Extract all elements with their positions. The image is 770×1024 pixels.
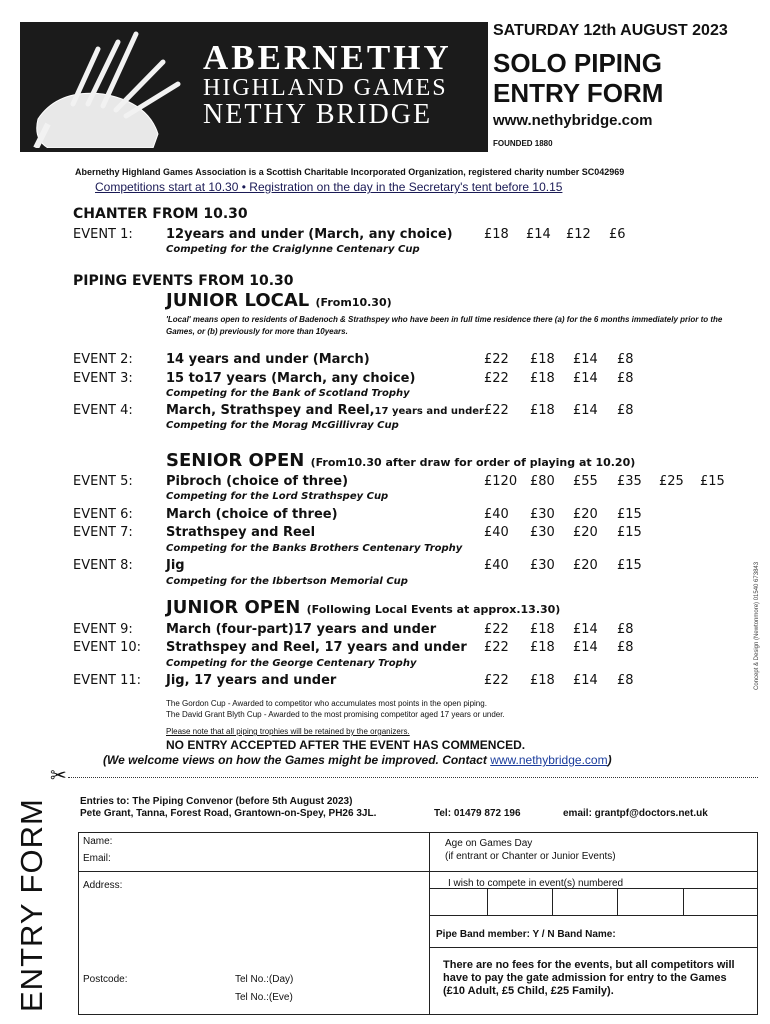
no-entry-notice: NO ENTRY ACCEPTED AFTER THE EVENT HAS COMMENCED. [166,738,526,752]
price: £22 [484,371,509,386]
email-field[interactable]: Email: [83,853,111,864]
price: £22 [484,640,509,655]
price: £20 [573,507,598,522]
price: £14 [573,403,598,418]
website-link[interactable]: www.nethybridge.com [493,112,653,129]
entries-line1: Entries to: The Piping Convenor (before 5th August 2023) [80,796,353,807]
convenor-phone: Tel: 01479 872 196 [434,808,521,819]
event-label: EVENT 11: [73,673,142,688]
title-abernethy: ABERNETHY [203,38,452,77]
event-label: EVENT 3: [73,371,133,386]
price: £14 [573,371,598,386]
event-label: EVENT 6: [73,507,133,522]
price: £14 [526,227,551,242]
form-title-line1: SOLO PIPING [493,48,663,78]
event-label: EVENT 7: [73,525,133,540]
event-desc: Pibroch (choice of three) [166,474,349,489]
pipe-band-field[interactable]: Pipe Band member: Y / N Band Name: [436,929,616,940]
price: £8 [617,640,634,655]
senior-open-name: SENIOR OPEN [166,450,305,471]
price: £30 [530,525,555,540]
price: £18 [484,227,509,242]
price: £14 [573,622,598,637]
event-desc: March (four-part)17 years and under [166,622,437,637]
price: £14 [573,673,598,688]
price: £18 [530,371,555,386]
event-label: EVENT 9: [73,622,133,637]
event-desc: Jig, 17 years and under [166,673,337,688]
name-field[interactable]: Name: [83,836,113,847]
price: £18 [530,403,555,418]
price: £40 [484,525,509,540]
form-title [493,48,663,108]
address-field[interactable]: Address: [83,880,123,891]
price: £12 [566,227,591,242]
senior-open-title [166,450,635,471]
price: £8 [617,622,634,637]
cup-note: Competing for the Bank of Scotland Trophy [166,388,410,399]
charity-text: Abernethy Highland Games Association is a Scottish Charitable Incorporated Organization, registered charity number SC042969 [75,167,625,177]
price: £15 [700,474,725,489]
event-desc-main: March, Strathspey and Reel, [166,403,375,418]
welcome-end: ) [607,753,612,767]
price: £30 [530,507,555,522]
title-nethy-bridge: NETHY BRIDGE [203,99,433,130]
welcome-main: (We welcome views on how the Games might be improved. Contact [103,753,491,767]
price: £8 [617,673,634,688]
event-desc: 14 years and under (March) [166,352,370,367]
event-desc: 15 to17 years (March, any choice) [166,371,416,386]
cup-note: Competing for the Craiglynne Centenary Cup [166,244,420,255]
cup-note: Competing for the George Centenary Trophy [166,658,417,669]
price: £18 [530,352,555,367]
event-label: EVENT 4: [73,403,133,418]
junior-local-title [166,290,392,311]
event-label: EVENT 1: [73,227,133,242]
junior-open-time: (Following Local Events at approx.13.30) [306,603,561,616]
tel-day-field[interactable]: Tel No.:(Day) [235,974,294,985]
cup-note: Competing for the Ibbertson Memorial Cup [166,576,408,587]
price: £14 [573,640,598,655]
price: £18 [530,622,555,637]
founded-text: FOUNDED 1880 [493,139,553,148]
price: £6 [609,227,626,242]
event-desc: March (choice of three) [166,507,338,522]
title-highland-games: HIGHLAND GAMES [203,75,448,101]
price: £20 [573,558,598,573]
tel-eve-field[interactable]: Tel No.:(Eve) [235,992,293,1003]
welcome-text [103,753,612,767]
price: £35 [617,474,642,489]
events-field-label: I wish to compete in event(s) numbered [448,878,624,889]
cup-note: Competing for the Lord Strathspey Cup [166,491,389,502]
price: £14 [573,352,598,367]
grant-cup-note: The David Grant Blyth Cup - Awarded to the most promising competitor aged 17 years or under. [166,710,505,719]
scissors-icon: ✂ [50,765,67,787]
chanter-heading: CHANTER FROM 10.30 [73,206,248,222]
event-label: EVENT 2: [73,352,133,367]
price: £8 [617,403,634,418]
price: £55 [573,474,598,489]
postcode-field[interactable]: Postcode: [83,974,128,985]
entry-form-label: ENTRY FORM [14,798,49,1012]
price: £18 [530,640,555,655]
junior-open-title [166,597,560,618]
junior-open-name: JUNIOR OPEN [166,597,301,618]
price: £120 [484,474,518,489]
age-field[interactable]: Age on Games Day [445,838,533,849]
form-title-line2: ENTRY FORM [493,78,664,108]
entries-line2: Pete Grant, Tanna, Forest Road, Grantown-on-Spey, PH26 3JL. [80,808,377,819]
price: £15 [617,507,642,522]
event-desc: Strathspey and Reel [166,525,316,540]
welcome-link[interactable]: www.nethybridge.com [490,753,608,767]
event-desc [166,403,484,418]
event-label: EVENT 5: [73,474,133,489]
cut-line [68,777,758,778]
event-desc: Jig [166,558,185,573]
price: £22 [484,673,509,688]
price: £40 [484,558,509,573]
entries-address [80,796,376,820]
piping-heading: PIPING EVENTS FROM 10.30 [73,273,294,289]
price: £18 [530,673,555,688]
price: £22 [484,352,509,367]
event-desc: Strathspey and Reel, 17 years and under [166,640,467,655]
price: £20 [573,525,598,540]
senior-open-time: (From10.30 after draw for order of playing at 10.20) [310,456,636,469]
cup-note: Competing for the Morag McGillivray Cup [166,420,399,431]
event-desc: 12years and under (March, any choice) [166,227,453,242]
event-date: SATURDAY 12th AUGUST 2023 [493,22,728,39]
junior-local-name: JUNIOR LOCAL [166,290,310,311]
design-credit: Concept & Design (Newtonmore) 01540 673843 [754,561,760,690]
price: £80 [530,474,555,489]
junior-local-time: (From10.30) [315,296,392,309]
price: £30 [530,558,555,573]
event-label: EVENT 10: [73,640,142,655]
price: £15 [617,525,642,540]
convenor-email: email: grantpf@doctors.net.uk [563,808,708,819]
cup-note: Competing for the Banks Brothers Centenary Trophy [166,543,463,554]
event-desc-extra: 17 years and under [374,406,484,417]
gordon-cup-note: The Gordon Cup - Awarded to competitor who accumulates most points in the open piping. [166,699,487,708]
bagpipes-image [28,24,198,148]
local-note: 'Local' means open to residents of Badenoch & Strathspey who have been in full time residence there (a) for the 6 months immediately prior to the Games, or (b) previously for more than 10years. [166,315,723,336]
price: £8 [617,371,634,386]
price: £15 [617,558,642,573]
age-sub-label: (if entrant or Chanter or Junior Events) [445,851,616,862]
price: £25 [659,474,684,489]
price: £40 [484,507,509,522]
price: £22 [484,622,509,637]
fees-note: There are no fees for the events, but all competitors will have to pay the gate admission for entry to the Games (£10 Adult, £5 Child, £25 Family). [443,959,735,997]
price: £8 [617,352,634,367]
event-label: EVENT 8: [73,558,133,573]
price: £22 [484,403,509,418]
trophy-note: Please note that all piping trophies will be retained by the organizers. [166,727,410,736]
start-text: Competitions start at 10.30 • Registration on the day in the Secretary's tent before 10.15 [95,180,563,194]
